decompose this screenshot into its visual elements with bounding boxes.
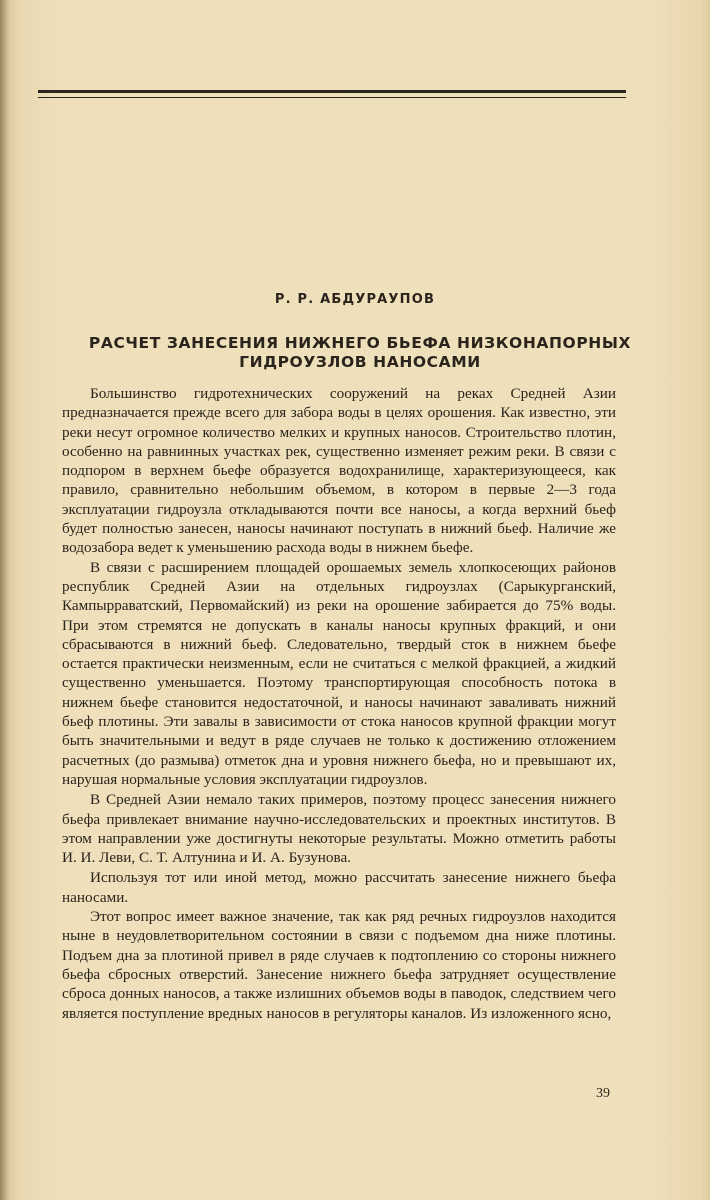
header-rule-thick: [38, 90, 626, 93]
article-title-line-1: РАСЧЕТ ЗАНЕСЕНИЯ НИЖНЕГО БЬЕФА НИЗКОНАПОРНЫХ: [88, 334, 632, 352]
article-body: [62, 384, 616, 1023]
spine-shadow: [0, 0, 10, 1200]
page-number: 39: [596, 1086, 610, 1101]
paragraph-4: Используя тот или иной метод, можно рассчитать занесение нижнего бьефа наносами.: [62, 869, 616, 906]
article-author: Р. Р. АБДУРАУПОВ: [274, 292, 436, 307]
paragraph-1: Большинство гидротехнических сооружений на реках Средней Азии предназначается прежде всего для забора воды в целях орошения. Как известно, эти реки несут огромное количество мелких и крупных наносов. Строительство плотин, особенно на равнинных участках рек, существенно изменяет режим реки. В связи с подпором в верхнем бьефе образуется водохранилище, характеризующееся, как правило, сравнительно небольшим объемом, в котором в первые 2—3 года эксплуатации гидроузла откладываются почти все наносы, а когда верхний бьеф будет полностью занесен, наносы начинают поступать в нижний бьеф. Наличие же водозабора ведет к уменьшению расхода воды в нижнем бьефе.: [62, 385, 616, 557]
paragraph-5: Этот вопрос имеет важное значение, так как ряд речных гидроузлов находится ныне в неудовлетворительном состоянии в связи с подъемом дна ниже плотины. Подъем дна за плотиной привел в ряде случаев к подтоплению со стороны нижнего бьефа сбросных отверстий. Занесение нижнего бьефа затрудняет осуществление сброса донных наносов, а также излишних объемов воды в паводок, следствием чего является поступление вредных наносов в регуляторы каналов. Из изложенного ясно,: [62, 908, 616, 1022]
paragraph-3: В Средней Азии немало таких примеров, поэтому процесс занесения нижнего бьефа привлекает внимание научно-исследовательских и проектных институтов. В этом направлении уже достигнуты некоторые результаты. Можно отметить работы И. И. Леви, С. Т. Алтунина и И. А. Бузунова.: [62, 791, 616, 867]
paragraph-2: В связи с расширением площадей орошаемых земель хлопкосеющих районов республик Средней Азии на отдельных гидроузлах (Сарыкурганский, Кампырраватский, Первомайский) из реки на орошение забирается до 75% воды. При этом стремятся не допускать в каналы наносы крупных фракций, и они сбрасываются в нижний бьеф. Следовательно, твердый сток в нижнем бьефе остается практически неизменным, если не считаться с мелкой фракцией, а жидкий существенно уменьшается. Поэтому транспортирующая способность потока в нижнем бьефе становится недостаточной, и наносы начинают заваливать нижний бьеф плотины. Эти завалы в зависимости от стока наносов крупной фракции могут быть значительными и ведут в ряде случаев не только к достижению отложением расчетных (до размыва) отметок дна и уровня нижнего бьефа, но и превышают их, нарушая нормальные условия эксплуатации гидроузлов.: [62, 558, 616, 788]
header-rule-thin: [38, 97, 626, 98]
article-title-line-2: ГИДРОУЗЛОВ НАНОСАМИ: [239, 353, 481, 371]
article-title: [60, 334, 660, 372]
